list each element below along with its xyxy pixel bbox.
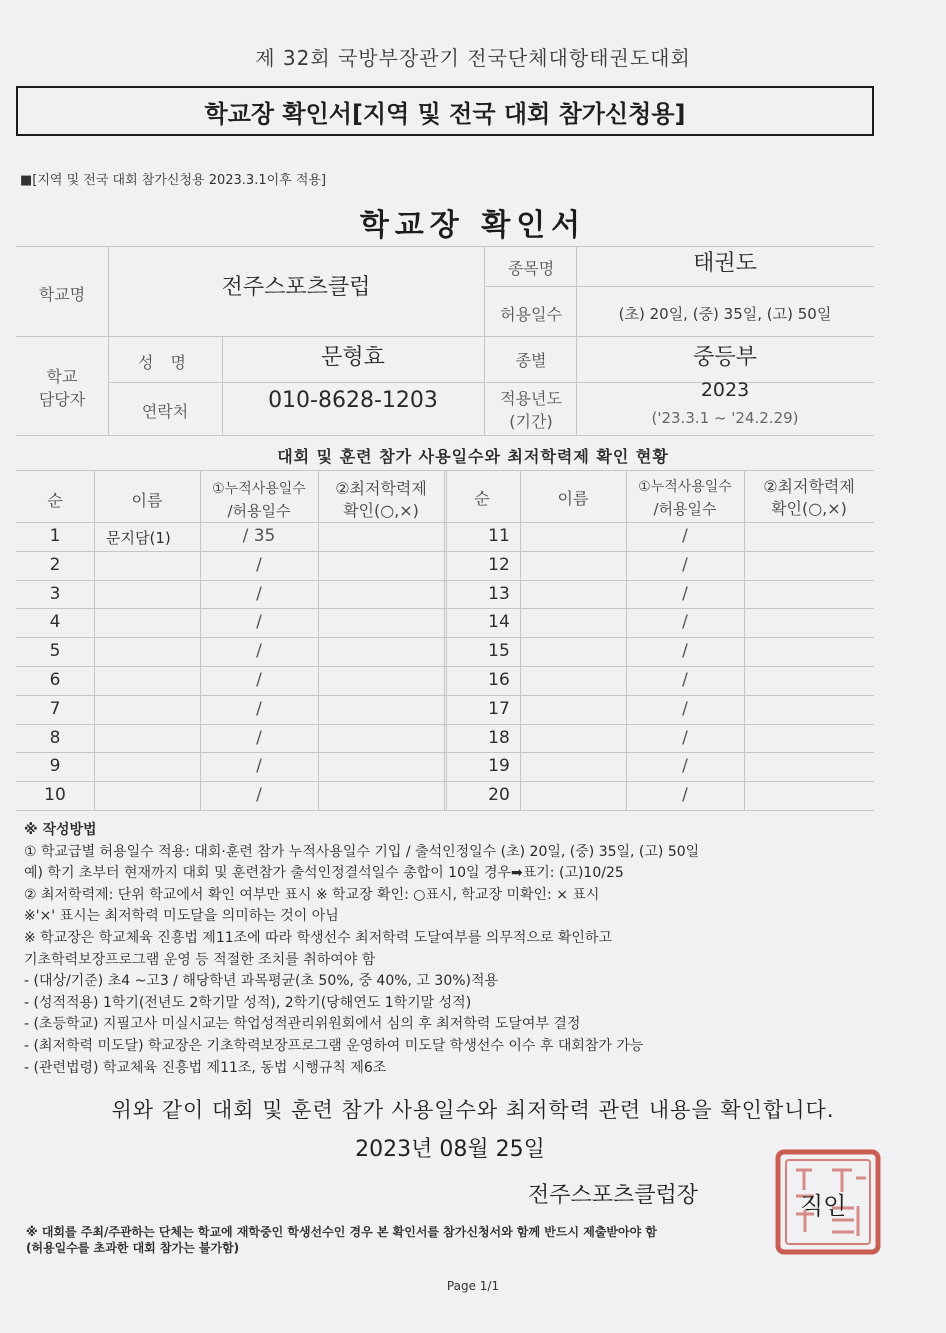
row-number: 3 [49, 583, 61, 604]
row-number: 15 [488, 641, 510, 662]
instruction-line: 예) 학기 초부터 현재까지 대회 및 훈련참가 출석인정결석일수 총합이 10일 경우➡표기: (고)10/25 [24, 865, 624, 882]
allowed-days-value: (초) 20일, (중) 35일, (고) 50일 [618, 305, 832, 323]
contact-person-label-2: 담당자 [38, 390, 86, 409]
row-days: / [256, 756, 262, 777]
row-name: 문지담(1) [106, 529, 171, 547]
row-days: / [682, 785, 688, 806]
school-value: 전주스포츠클럽 [221, 275, 371, 300]
date-line: 2023년 08월 25일 [355, 1137, 545, 1162]
instruction-line: ① 학교급별 허용일수 적용: 대회·훈련 참가 누적사용일수 기입 / 출석인정일수 (초) 20일, (중) 35일, (고) 50일 [24, 843, 700, 860]
instruction-line: ※ 학교장은 학교체육 진흥법 제11조에 따라 학생선수 최저학력 도달여부를 의무적으로 확인하고 [24, 930, 612, 946]
row-number: 8 [49, 727, 61, 748]
category-label: 종별 [515, 351, 547, 370]
row-days: / [256, 583, 262, 604]
phone-value: 010-8628-1203 [268, 388, 438, 413]
instruction-line: ※'×' 표시는 최저학력 미도달을 의미하는 것이 아님 [24, 908, 339, 925]
row-number: 11 [488, 526, 510, 546]
period-value: ('23.3.1 ~ '24.2.29) [651, 409, 799, 427]
section-heading: 대회 및 훈련 참가 사용일수와 최저학력제 확인 현황 [277, 447, 669, 466]
row-days: / [682, 554, 688, 575]
header-title: 학교장 확인서[지역 및 전국 대회 참가신청용] [204, 99, 686, 128]
seal-text: 직인 [800, 1192, 847, 1220]
confirm-statement: 위와 같이 대회 및 훈련 참가 사용일수와 최저학력 관련 내용을 확인합니다. [111, 1098, 835, 1122]
row-number: 9 [49, 756, 61, 777]
footnote-line-1: ※ 대회를 주최/주관하는 단체는 학교에 재학중인 학생선수인 경우 본 확인서를 참가신청서와 함께 반드시 제출받아야 함 [26, 1225, 657, 1239]
row-days: / [682, 756, 688, 777]
page-number: Page 1/1 [446, 1279, 500, 1293]
row-number: 20 [488, 785, 510, 806]
order-header: 순 [47, 491, 63, 510]
days-header-right-2: /허용일수 [653, 500, 717, 518]
row-number: 1 [49, 526, 61, 546]
year-value: 2023 [700, 379, 750, 401]
row-number: 4 [49, 612, 61, 633]
instruction-line: ② 최저학력제: 단위 학교에서 확인 여부만 표시 ※ 학교장 확인: ○표시, 학교장 미확인: × 표시 [24, 886, 600, 903]
document-title: 학교장 확인서 [359, 208, 587, 243]
row-number: 12 [488, 554, 510, 575]
row-number: 10 [44, 785, 66, 806]
name-label: 성 명 [138, 353, 192, 372]
row-days: / [256, 554, 262, 575]
row-days: / [682, 727, 688, 748]
row-days: / [682, 641, 688, 662]
row-number: 6 [49, 670, 61, 690]
instruction-line: - (성적적용) 1학기(전년도 2학기말 성적), 2학기(당해연도 1학기말 성적) [24, 994, 472, 1011]
row-days: / [682, 583, 688, 604]
row-days: / 35 [242, 526, 276, 546]
row-days: / [682, 526, 688, 546]
row-days: / [256, 612, 262, 633]
academic-header-2: 확인(○,×) [343, 501, 419, 520]
sport-label: 종목명 [507, 259, 555, 278]
academic-header-right-2: 확인(○,×) [771, 499, 847, 518]
days-header-right: ①누적사용일수 [638, 479, 732, 495]
academic-header-right: ②최저학력제 [763, 477, 855, 496]
order-header-right: 순 [474, 489, 490, 508]
contact-person-label: 학교 [46, 367, 78, 386]
row-number: 16 [488, 670, 510, 690]
header-title-box [16, 86, 874, 136]
days-header-2: /허용일수 [227, 502, 291, 520]
row-days: / [256, 641, 262, 662]
footnote [26, 1224, 886, 1256]
instruction-line: - (최저학력 미도달) 학교장은 기초학력보장프로그램 운영하여 미도달 학생선수 이수 후 대회참가 가능 [24, 1038, 644, 1054]
row-days: / [256, 727, 262, 748]
row-days: / [682, 612, 688, 633]
notice-text: ■[지역 및 전국 대회 참가신청용 2023.3.1이후 적용] [20, 173, 327, 188]
sport-value: 태권도 [693, 251, 757, 276]
row-number: 5 [49, 641, 61, 662]
row-days: / [256, 698, 262, 719]
academic-header: ②최저학력제 [335, 479, 427, 498]
days-header: ①누적사용일수 [212, 481, 306, 497]
instruction-line: 기초학력보장프로그램 운영 등 적절한 조치를 취하여야 함 [24, 951, 376, 968]
allowed-days-label: 허용일수 [500, 305, 562, 324]
row-number: 13 [488, 583, 510, 604]
year-label-2: (기간) [509, 412, 553, 431]
row-days: / [682, 670, 688, 690]
instruction-line: - (관련법령) 학교체육 진흥법 제11조, 동법 시행규칙 제6조 [24, 1059, 387, 1076]
category-value: 중등부 [693, 345, 757, 370]
name-header: 이름 [131, 491, 163, 510]
row-number: 2 [49, 554, 61, 575]
school-label: 학교명 [38, 285, 86, 304]
roster-table [16, 470, 874, 810]
row-number: 14 [488, 612, 510, 633]
event-title: 제 32회 국방부장관기 전국단체대항태권도대회 [255, 46, 691, 70]
footnote-line-2: (허용일수를 초과한 대회 참가는 불가함) [26, 1241, 240, 1255]
info-table [16, 246, 874, 436]
signer-title: 전주스포츠클럽장 [528, 1183, 699, 1208]
instruction-line: ※ 작성방법 [24, 822, 97, 838]
instruction-line: - (초등학교) 지필고사 미실시교는 학업성적관리위원회에서 심의 후 최저학력 도달여부 결정 [24, 1016, 581, 1033]
row-number: 7 [49, 698, 61, 719]
instruction-line: - (대상/기준) 초4 ~고3 / 해당학년 과목평균(초 50%, 중 40%, 고 30%)적용 [24, 973, 499, 990]
row-number: 18 [488, 727, 510, 748]
row-days: / [256, 785, 262, 806]
row-number: 19 [488, 756, 510, 777]
phone-label: 연락처 [141, 402, 189, 421]
year-label: 적용년도 [500, 389, 562, 408]
name-value: 문형효 [321, 345, 385, 370]
row-days: / [256, 670, 262, 690]
row-number: 17 [488, 698, 510, 719]
row-days: / [682, 698, 688, 719]
name-header-right: 이름 [557, 489, 589, 508]
